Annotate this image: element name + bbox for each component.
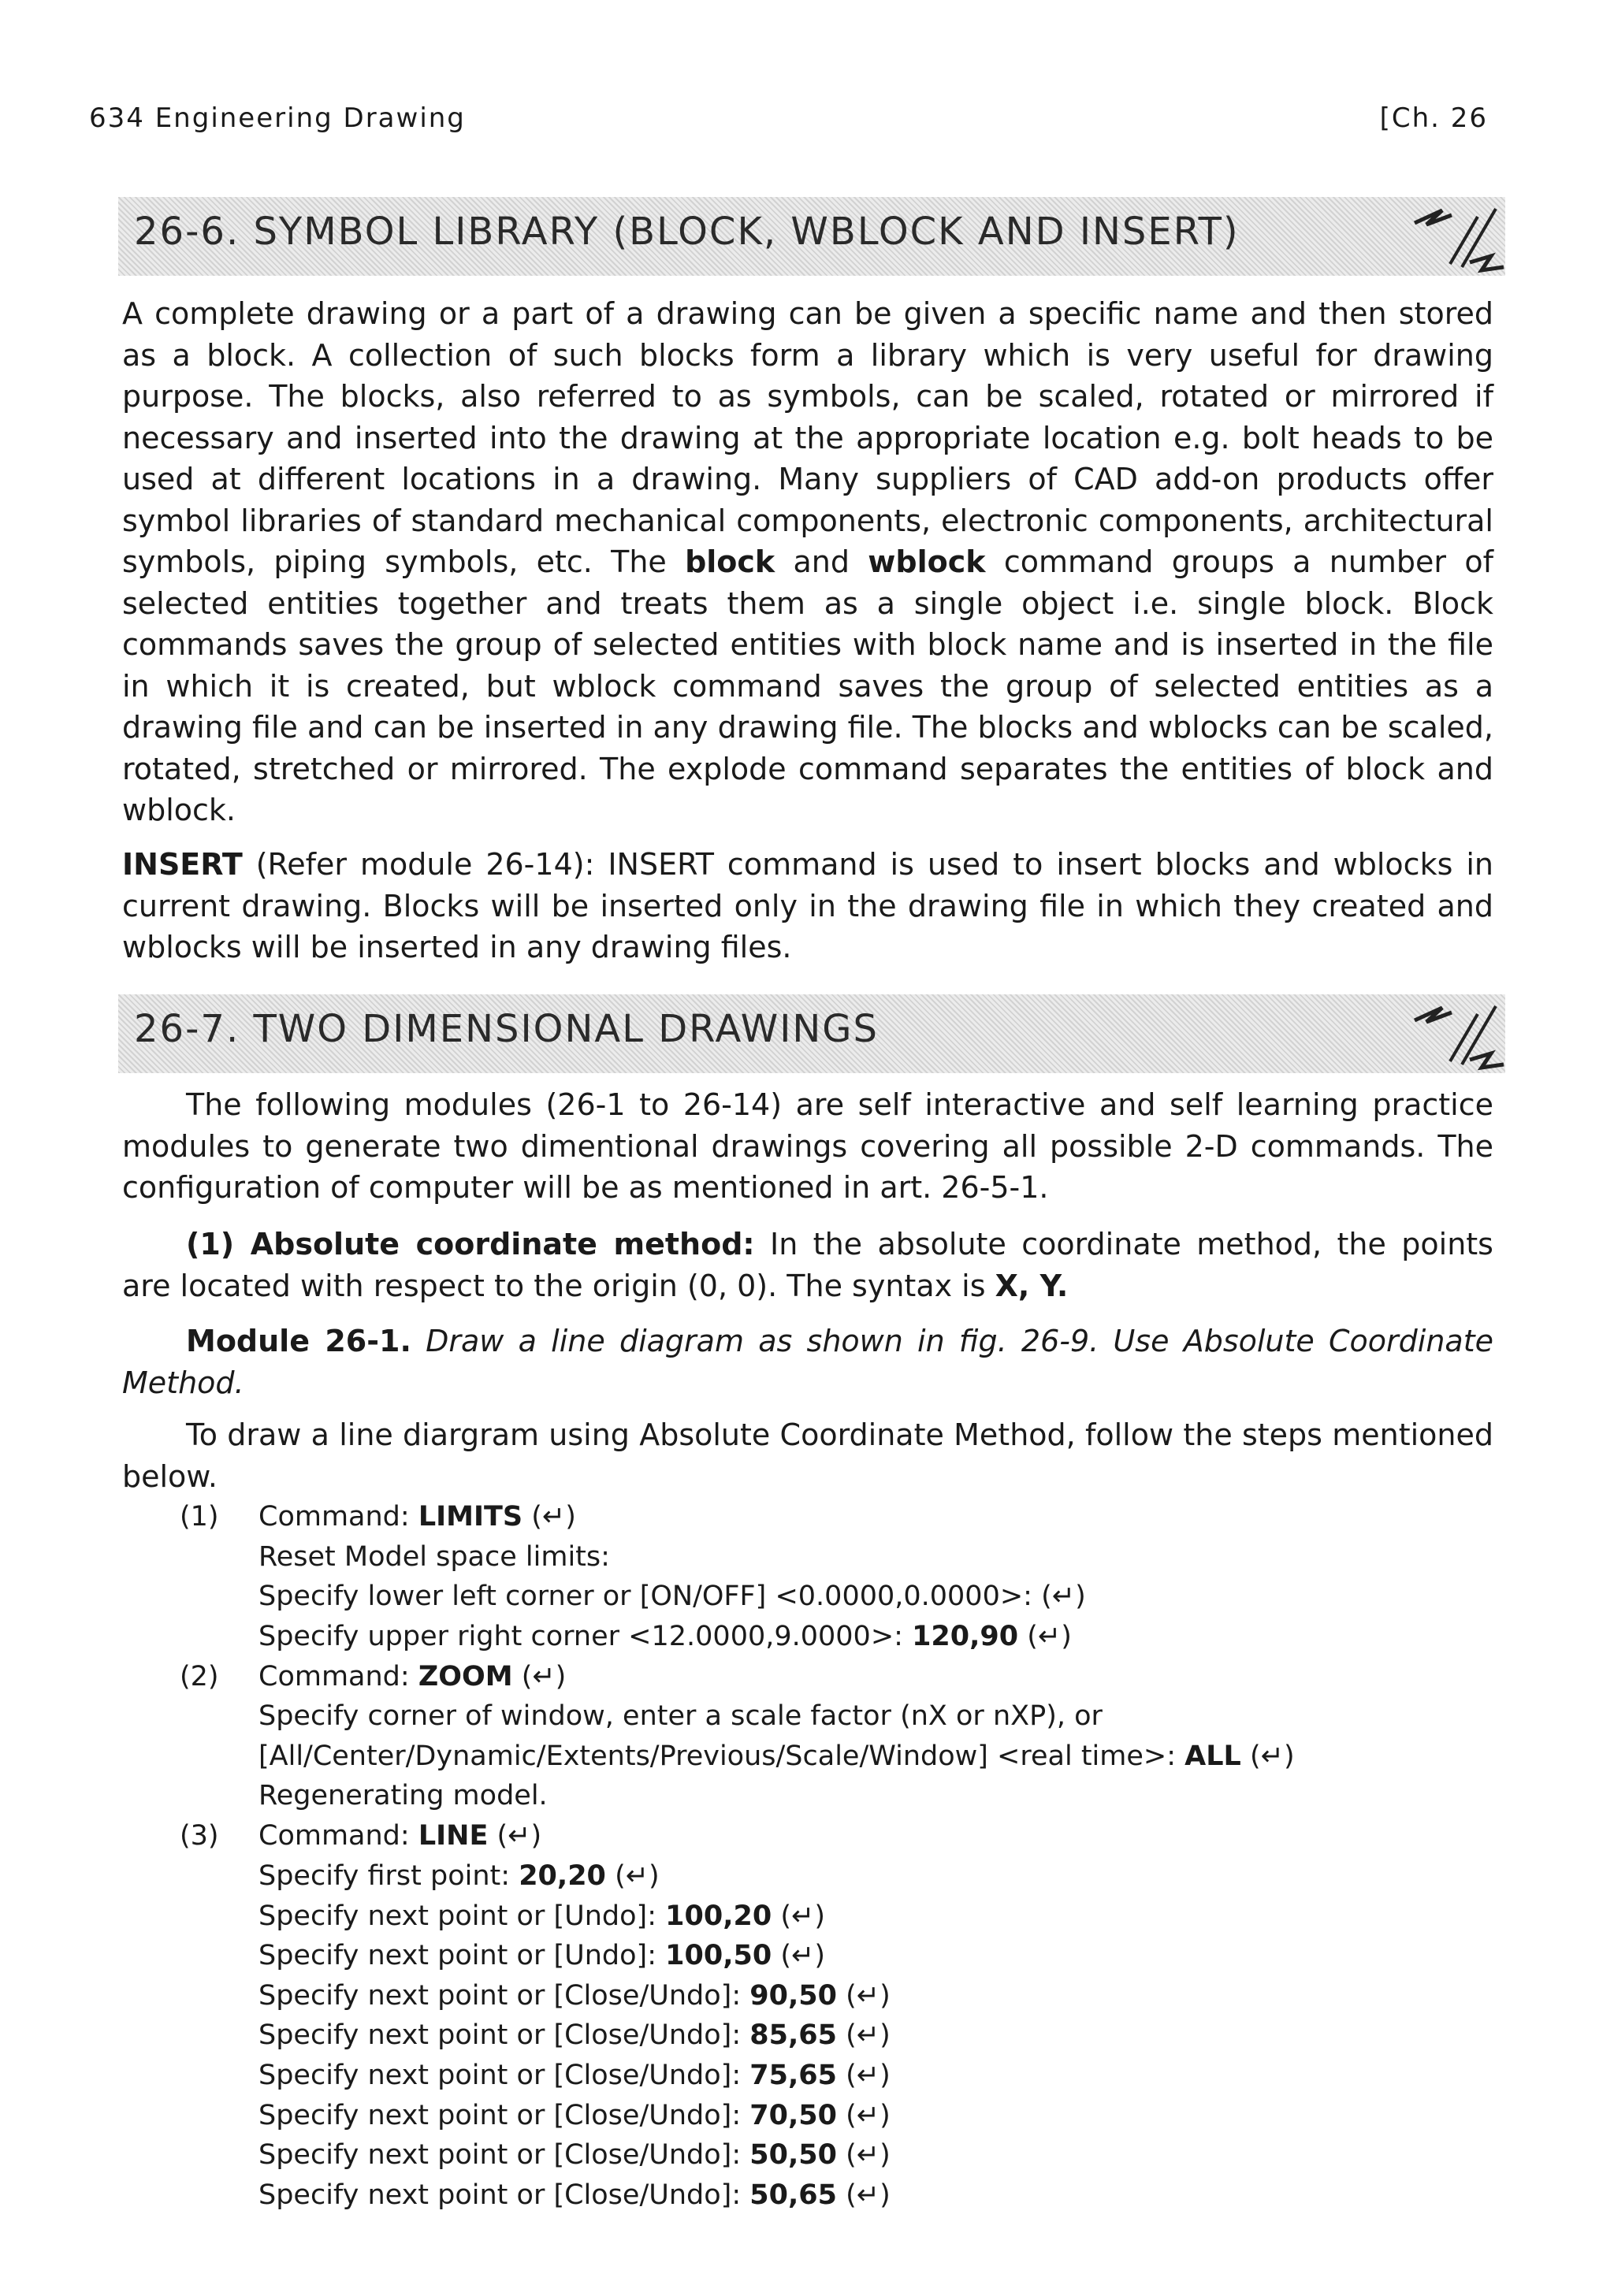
enter-key-icon: (↵) bbox=[846, 2100, 891, 2131]
command-name: ZOOM bbox=[418, 1661, 513, 1692]
paragraph-symbol-library bbox=[122, 293, 1493, 831]
input-value: ALL bbox=[1184, 1741, 1241, 1772]
enter-key-icon: (↵) bbox=[615, 1860, 660, 1892]
command-name: LIMITS bbox=[418, 1501, 523, 1533]
keyword-wblock: wblock bbox=[868, 544, 986, 579]
prompt-text: [All/Center/Dynamic/Extents/Previous/Scale/Window] <real time>: bbox=[258, 1741, 1177, 1772]
insert-lead: INSERT bbox=[122, 847, 243, 882]
prompt-text: Specify next point or [Close/Undo]: bbox=[258, 2100, 742, 2131]
step-number: (3) bbox=[180, 1820, 219, 1852]
prompt-text: Specify next point or [Undo]: bbox=[258, 1940, 656, 1971]
enter-key-icon: (↵) bbox=[531, 1501, 576, 1533]
input-value: 75,65 bbox=[749, 2060, 837, 2091]
paragraph-module-26-1 bbox=[122, 1321, 1493, 1403]
input-value: 50,65 bbox=[749, 2179, 837, 2211]
section-banner-26-7 bbox=[118, 994, 1505, 1073]
paragraph-insert bbox=[122, 844, 1493, 968]
step-number: (2) bbox=[180, 1661, 219, 1692]
step-number: (1) bbox=[180, 1501, 219, 1533]
input-value: 90,50 bbox=[749, 1980, 837, 2012]
page-number-title: 634 Engineering Drawing bbox=[89, 102, 466, 134]
input-value: 85,65 bbox=[749, 2019, 837, 2051]
prompt-text: Specify next point or [Close/Undo]: bbox=[258, 2139, 742, 2171]
prompt-text: Specify next point or [Close/Undo]: bbox=[258, 2179, 742, 2211]
paragraph-text: To draw a line diargram using Absolute Coordinate Method, follow the steps mentioned below. bbox=[122, 1417, 1493, 1494]
paragraph-text: In the absolute coordinate method, the points are located with respect to the origin (0, 0). The syntax is bbox=[122, 1227, 1493, 1303]
prompt-text: Regenerating model. bbox=[258, 1780, 548, 1811]
input-value: 70,50 bbox=[749, 2100, 837, 2131]
paragraph-text: The following modules (26-1 to 26-14) are self interactive and self learning practice modules to generate two dimentional drawings covering all possible 2-D commands. The configuration of computer will be as mentioned in art. 26-5-1. bbox=[122, 1087, 1493, 1205]
module-label: Module 26-1. bbox=[186, 1324, 411, 1358]
section-banner-26-6 bbox=[118, 197, 1505, 276]
enter-key-icon: (↵) bbox=[1250, 1741, 1295, 1772]
paragraph-text: (Refer module 26-14): INSERT command is used to insert blocks and wblocks in current drawing. Blocks will be inserted only in the drawing file in which they created and wblocks will be inserted in any drawing files. bbox=[122, 847, 1493, 964]
command-label: Command: bbox=[258, 1501, 410, 1533]
prompt-text: Specify corner of window, enter a scale factor (nX or nXP), or bbox=[258, 1700, 1103, 1732]
prompt-text: Specify next point or [Close/Undo]: bbox=[258, 2060, 742, 2091]
enter-key-icon: (↵) bbox=[846, 1980, 891, 2012]
chapter-label: [Ch. 26 bbox=[1379, 102, 1488, 134]
enter-key-icon: (↵) bbox=[780, 1900, 825, 1932]
enter-key-icon: (↵) bbox=[780, 1940, 825, 1971]
paragraph-to-draw bbox=[122, 1414, 1493, 1497]
prompt-text: Specify first point: bbox=[258, 1860, 511, 1892]
input-value: 100,50 bbox=[665, 1940, 772, 1971]
module-text: Draw a line diagram as shown in fig. 26-9. Use Absolute Coordinate Method. bbox=[122, 1324, 1493, 1400]
prompt-text: Reset Model space limits: bbox=[258, 1541, 610, 1573]
enter-key-icon: (↵) bbox=[846, 2019, 891, 2051]
section-title: 26-6. SYMBOL LIBRARY (BLOCK, WBLOCK AND INSERT) bbox=[134, 210, 1240, 254]
hand-drawn-triangle-icon bbox=[1403, 201, 1505, 276]
enter-key-icon: (↵) bbox=[1027, 1621, 1072, 1652]
enter-key-icon: (↵) bbox=[521, 1661, 567, 1692]
paragraph-text: and bbox=[793, 544, 850, 579]
command-label: Command: bbox=[258, 1661, 410, 1692]
enter-key-icon: (↵) bbox=[846, 2179, 891, 2211]
input-value: 120,90 bbox=[912, 1621, 1019, 1652]
input-value: 50,50 bbox=[749, 2139, 837, 2171]
command-label: Command: bbox=[258, 1820, 410, 1852]
command-name: LINE bbox=[418, 1820, 489, 1852]
input-value: 100,20 bbox=[665, 1900, 772, 1932]
enter-key-icon: (↵) bbox=[846, 2060, 891, 2091]
keyword-block: block bbox=[685, 544, 775, 579]
prompt-text: Specify lower left corner or [ON/OFF] <0.0000,0.0000>: bbox=[258, 1581, 1032, 1612]
paragraph-absolute-method bbox=[122, 1224, 1493, 1306]
enter-key-icon: (↵) bbox=[846, 2139, 891, 2171]
prompt-text: Specify next point or [Close/Undo]: bbox=[258, 2019, 742, 2051]
paragraph-modules bbox=[122, 1084, 1493, 1209]
prompt-text: Specify next point or [Close/Undo]: bbox=[258, 1980, 742, 2012]
syntax-label: X, Y. bbox=[995, 1268, 1069, 1303]
paragraph-text: command groups a number of selected entities together and treats them as a single object i.e. single block. Block commands saves the group of selected entities with block name and is inserted in the file in which it is created, but wblock command saves the group of selected entities as a drawing file and can be inserted in any drawing file. The blocks and wblocks can be scaled, rotated, stretched or mirrored. The explode command separates the entities of block and wblock. bbox=[122, 544, 1493, 827]
prompt-text: Specify next point or [Undo]: bbox=[258, 1900, 656, 1932]
enter-key-icon: (↵) bbox=[1041, 1581, 1086, 1612]
prompt-text: Specify upper right corner <12.0000,9.0000>: bbox=[258, 1621, 903, 1652]
hand-drawn-triangle-icon bbox=[1403, 998, 1505, 1073]
enter-key-icon: (↵) bbox=[496, 1820, 542, 1852]
section-title: 26-7. TWO DIMENSIONAL DRAWINGS bbox=[134, 1007, 879, 1051]
absolute-method-lead: (1) Absolute coordinate method: bbox=[186, 1227, 755, 1261]
input-value: 20,20 bbox=[519, 1860, 606, 1892]
paragraph-text: A complete drawing or a part of a drawing can be given a specific name and then stored as a block. A collection of such blocks form a library which is very useful for drawing purpose. The blocks, also referred to as symbols, can be scaled, rotated or mirrored if necessary and inserted into the drawing at the appropriate location e.g. bolt heads to be used at different locations in a drawing. Many suppliers of CAD add-on products offer symbol libraries of standard mechanical components, electronic components, architectural symbols, piping symbols, etc. The bbox=[122, 296, 1493, 579]
